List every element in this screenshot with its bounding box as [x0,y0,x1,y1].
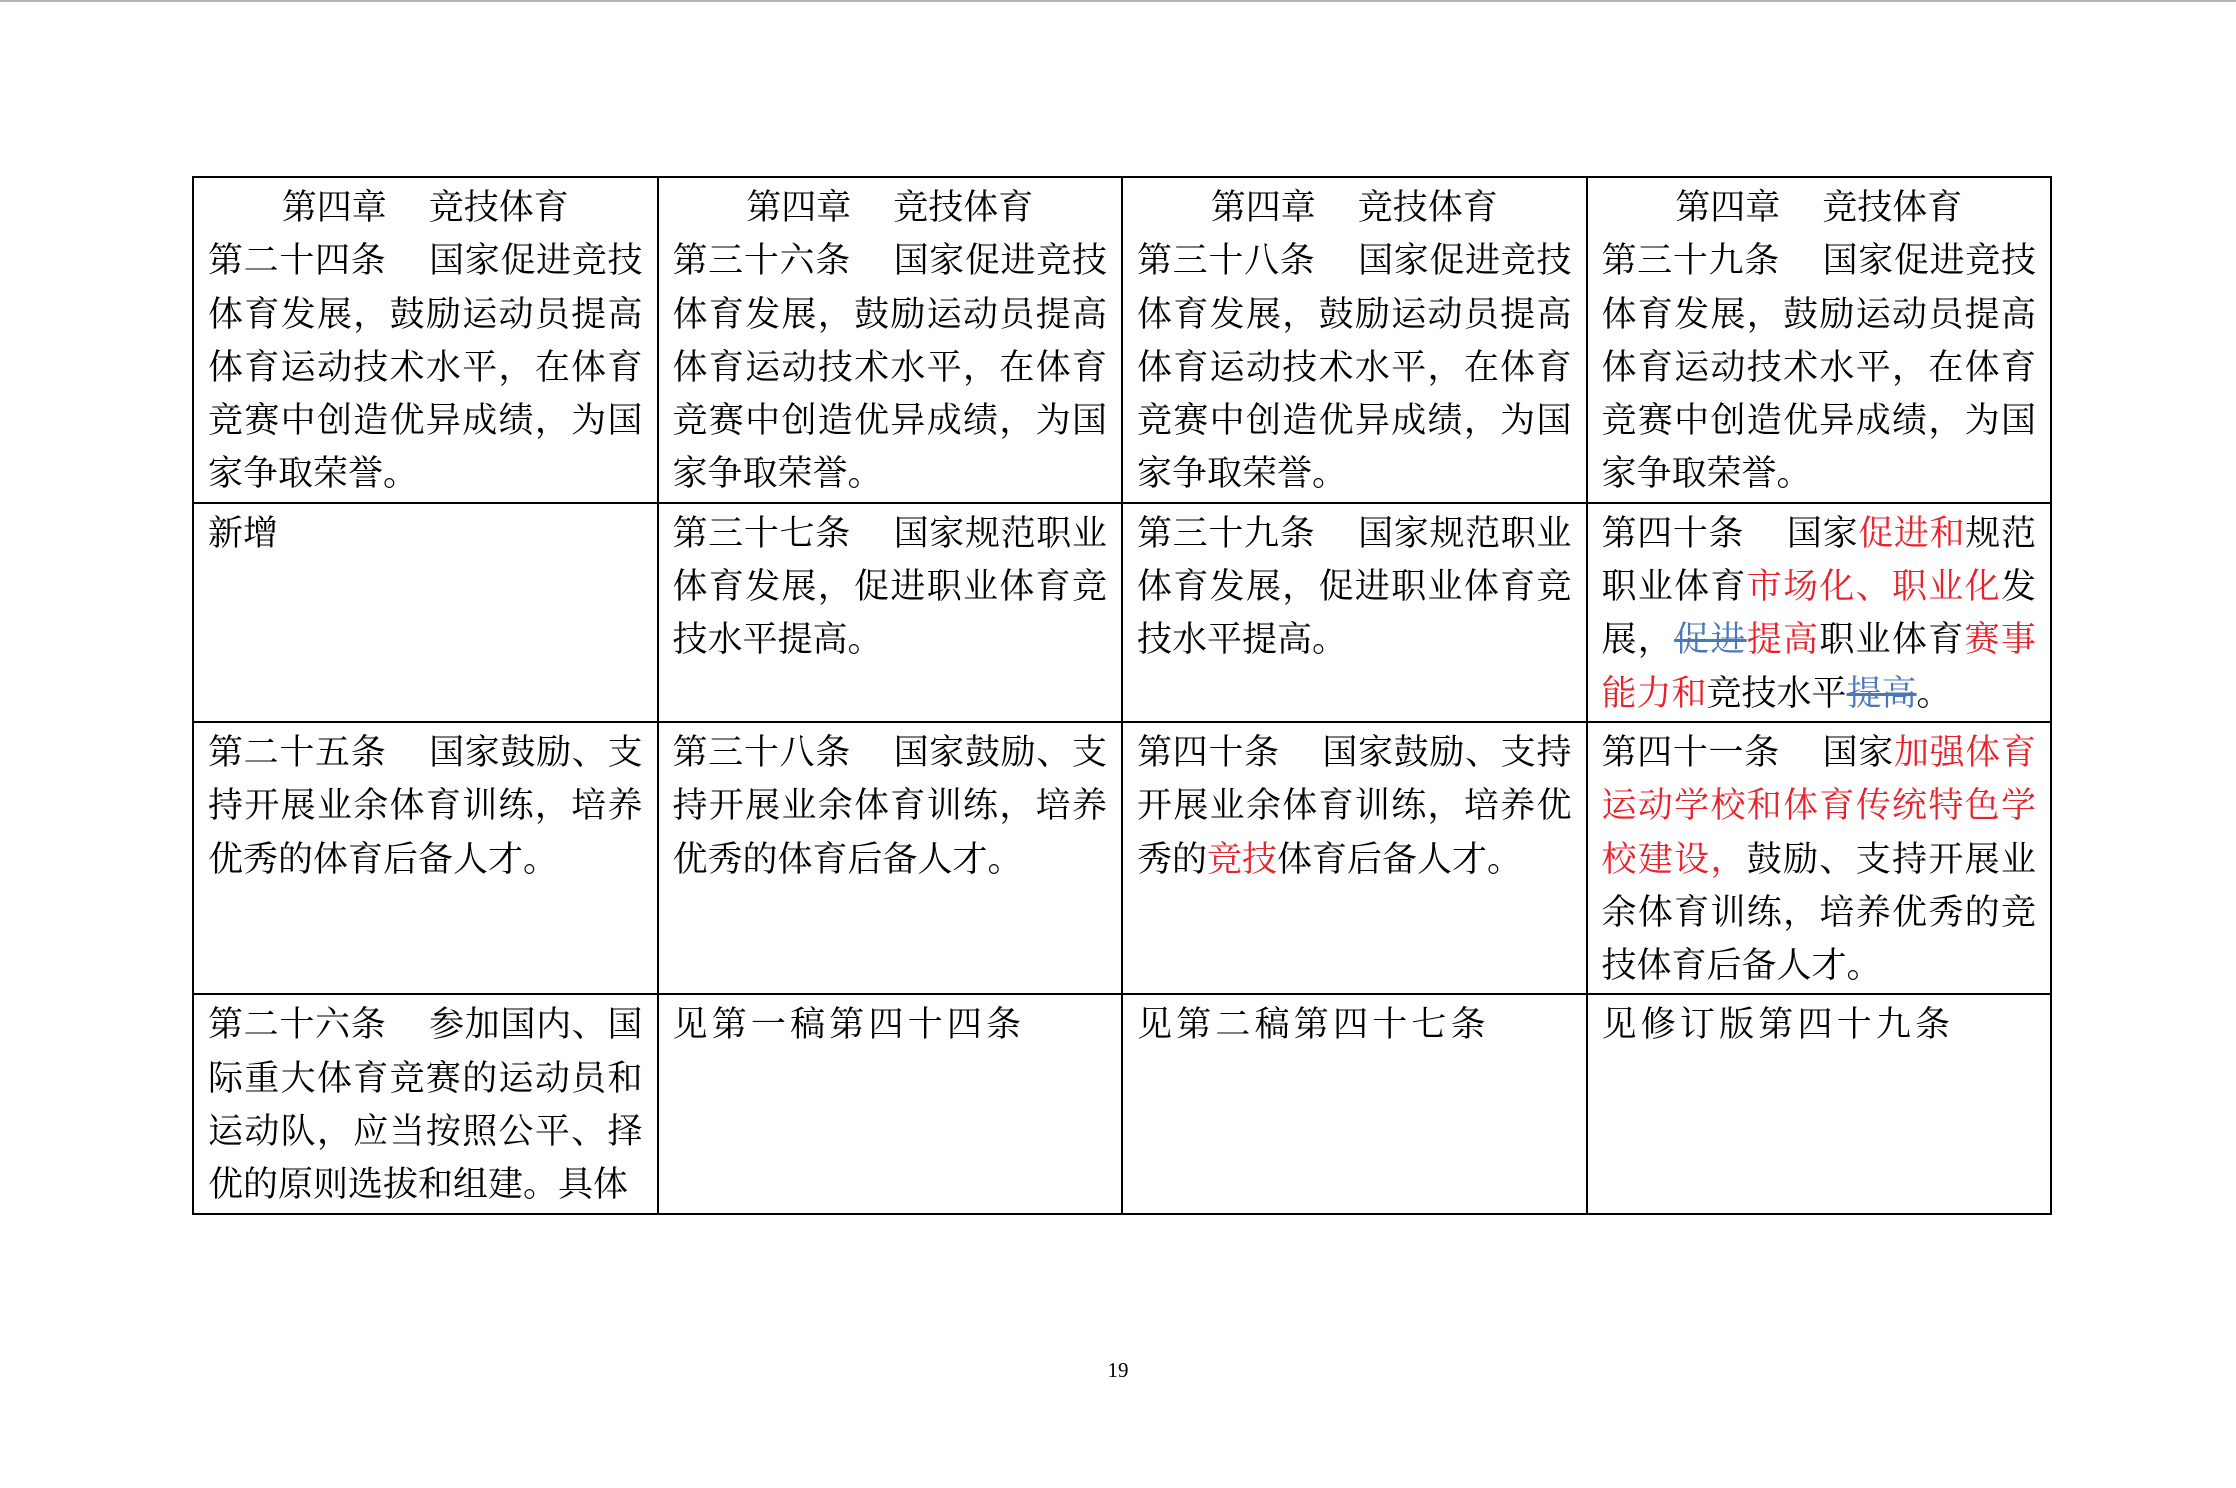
added-text: 提高 [1746,620,1820,661]
added-text: 赛事能力和 [1601,620,2036,714]
table-cell-draft1 [658,503,1123,722]
comparison-table [192,176,2052,1215]
article-number: 第三十六条 [672,241,851,282]
table-cell-draft2 [1122,994,1587,1213]
article-text: 国家促进竞技体育发展，鼓励运动员提高体育运动技术水平，在体育竞赛中创造优异成绩，为国家争取荣誉。 [672,241,1107,495]
article-number: 第三十八条 [672,732,851,773]
deleted-text: 促进 [1674,620,1747,661]
cross-reference: 见修订版第四十九条 [1601,1005,1955,1046]
article-number: 第四十一条 [1601,732,1780,773]
chapter-heading: 第四章 竞技体育 [281,188,569,228]
table-cell-draft1 [658,994,1123,1213]
table-row [193,994,2051,1213]
article-number: 第三十九条 [1601,241,1780,282]
table-cell-revised [1587,722,2052,994]
article-text: 国家促进竞技体育发展，鼓励运动员提高体育运动技术水平，在体育竞赛中创造优异成绩，为国家争取荣誉。 [1137,241,1572,495]
table-cell-draft2 [1122,177,1587,503]
table-cell-draft1 [658,177,1123,503]
article-number: 第三十七条 [672,513,851,554]
cross-reference: 见第一稿第四十四条 [672,1005,1026,1046]
cross-reference: 见第二稿第四十七条 [1137,1005,1490,1046]
text-segment: 发展， [1601,567,2036,661]
article-number: 第三十八条 [1137,241,1316,282]
text-segment: 竞技水平 [1706,673,1847,714]
article-number: 第二十四条 [208,241,387,282]
deleted-text: 提高 [1846,673,1917,714]
article-text: 国家规范职业体育发展，促进职业体育竞技水平提高。 [672,513,1107,661]
chapter-heading: 第四章 竞技体育 [1210,188,1498,228]
table-cell-draft2 [1122,503,1587,722]
article-text: 国家规范职业体育发展，促进职业体育竞技水平提高。 [1137,513,1572,661]
article-text: 国家促进竞技体育发展，鼓励运动员提高体育运动技术水平，在体育竞赛中创造优异成绩，为国家争取荣誉。 [208,241,643,495]
article-number: 第四十条 [1601,513,1745,554]
article-number: 第四十条 [1137,732,1280,773]
text-segment: 。 [1916,673,1952,714]
text-segment: 国家 [1821,732,1894,773]
added-text: 促进和 [1858,513,1966,554]
text-segment: 国家鼓励、支持开展业余体育训练，培养优秀的 [1137,732,1572,880]
article-text: 国家促进竞技体育发展，鼓励运动员提高体育运动技术水平，在体育竞赛中创造优异成绩，为国家争取荣誉。 [1601,241,2036,495]
table-cell-original [193,722,658,994]
table-row [193,177,2051,503]
table-cell-revised [1587,177,2052,503]
text-segment: 规范职业体育 [1601,513,2036,608]
article-number: 第三十九条 [1137,513,1316,554]
article-number: 第二十五条 [208,732,387,773]
new-article-note: 新增 [208,513,279,554]
text-segment: 体育后备人才。 [1277,839,1523,880]
table-cell-draft2 [1122,722,1587,994]
article-text: 国家鼓励、支持开展业余体育训练，培养优秀的体育后备人才。 [672,732,1107,880]
chapter-heading: 第四章 竞技体育 [746,188,1034,228]
table-cell-draft1 [658,722,1123,994]
top-rule [0,0,2236,2]
article-number: 第二十六条 [208,1005,387,1046]
article-text: 国家鼓励、支持开展业余体育训练，培养优秀的体育后备人才。 [208,732,643,880]
page-number: 19 [1107,1358,1129,1382]
table-cell-original [193,177,658,503]
article-text: 参加国内、国际重大体育竞赛的运动员和运动队，应当按照公平、择优的原则选拔和组建。具体 [208,1005,643,1206]
chapter-heading: 第四章 竞技体育 [1675,188,1963,228]
added-text: 市场化、职业化 [1746,567,2001,608]
added-text: 加强体育运动学校和体育传统特色学校建设， [1601,732,2036,880]
text-segment: 鼓励、支持开展业余体育训练，培养优秀的竞技体育后备人才。 [1601,839,2036,987]
text-segment: 国家 [1786,513,1859,554]
table-cell-revised [1587,994,2052,1213]
table-cell-original [193,503,658,722]
added-text: 竞技 [1207,839,1278,880]
text-segment: 职业体育 [1819,620,1965,661]
table-cell-revised [1587,503,2052,722]
table-row [193,722,2051,994]
table-cell-original [193,994,658,1213]
table-row [193,503,2051,722]
